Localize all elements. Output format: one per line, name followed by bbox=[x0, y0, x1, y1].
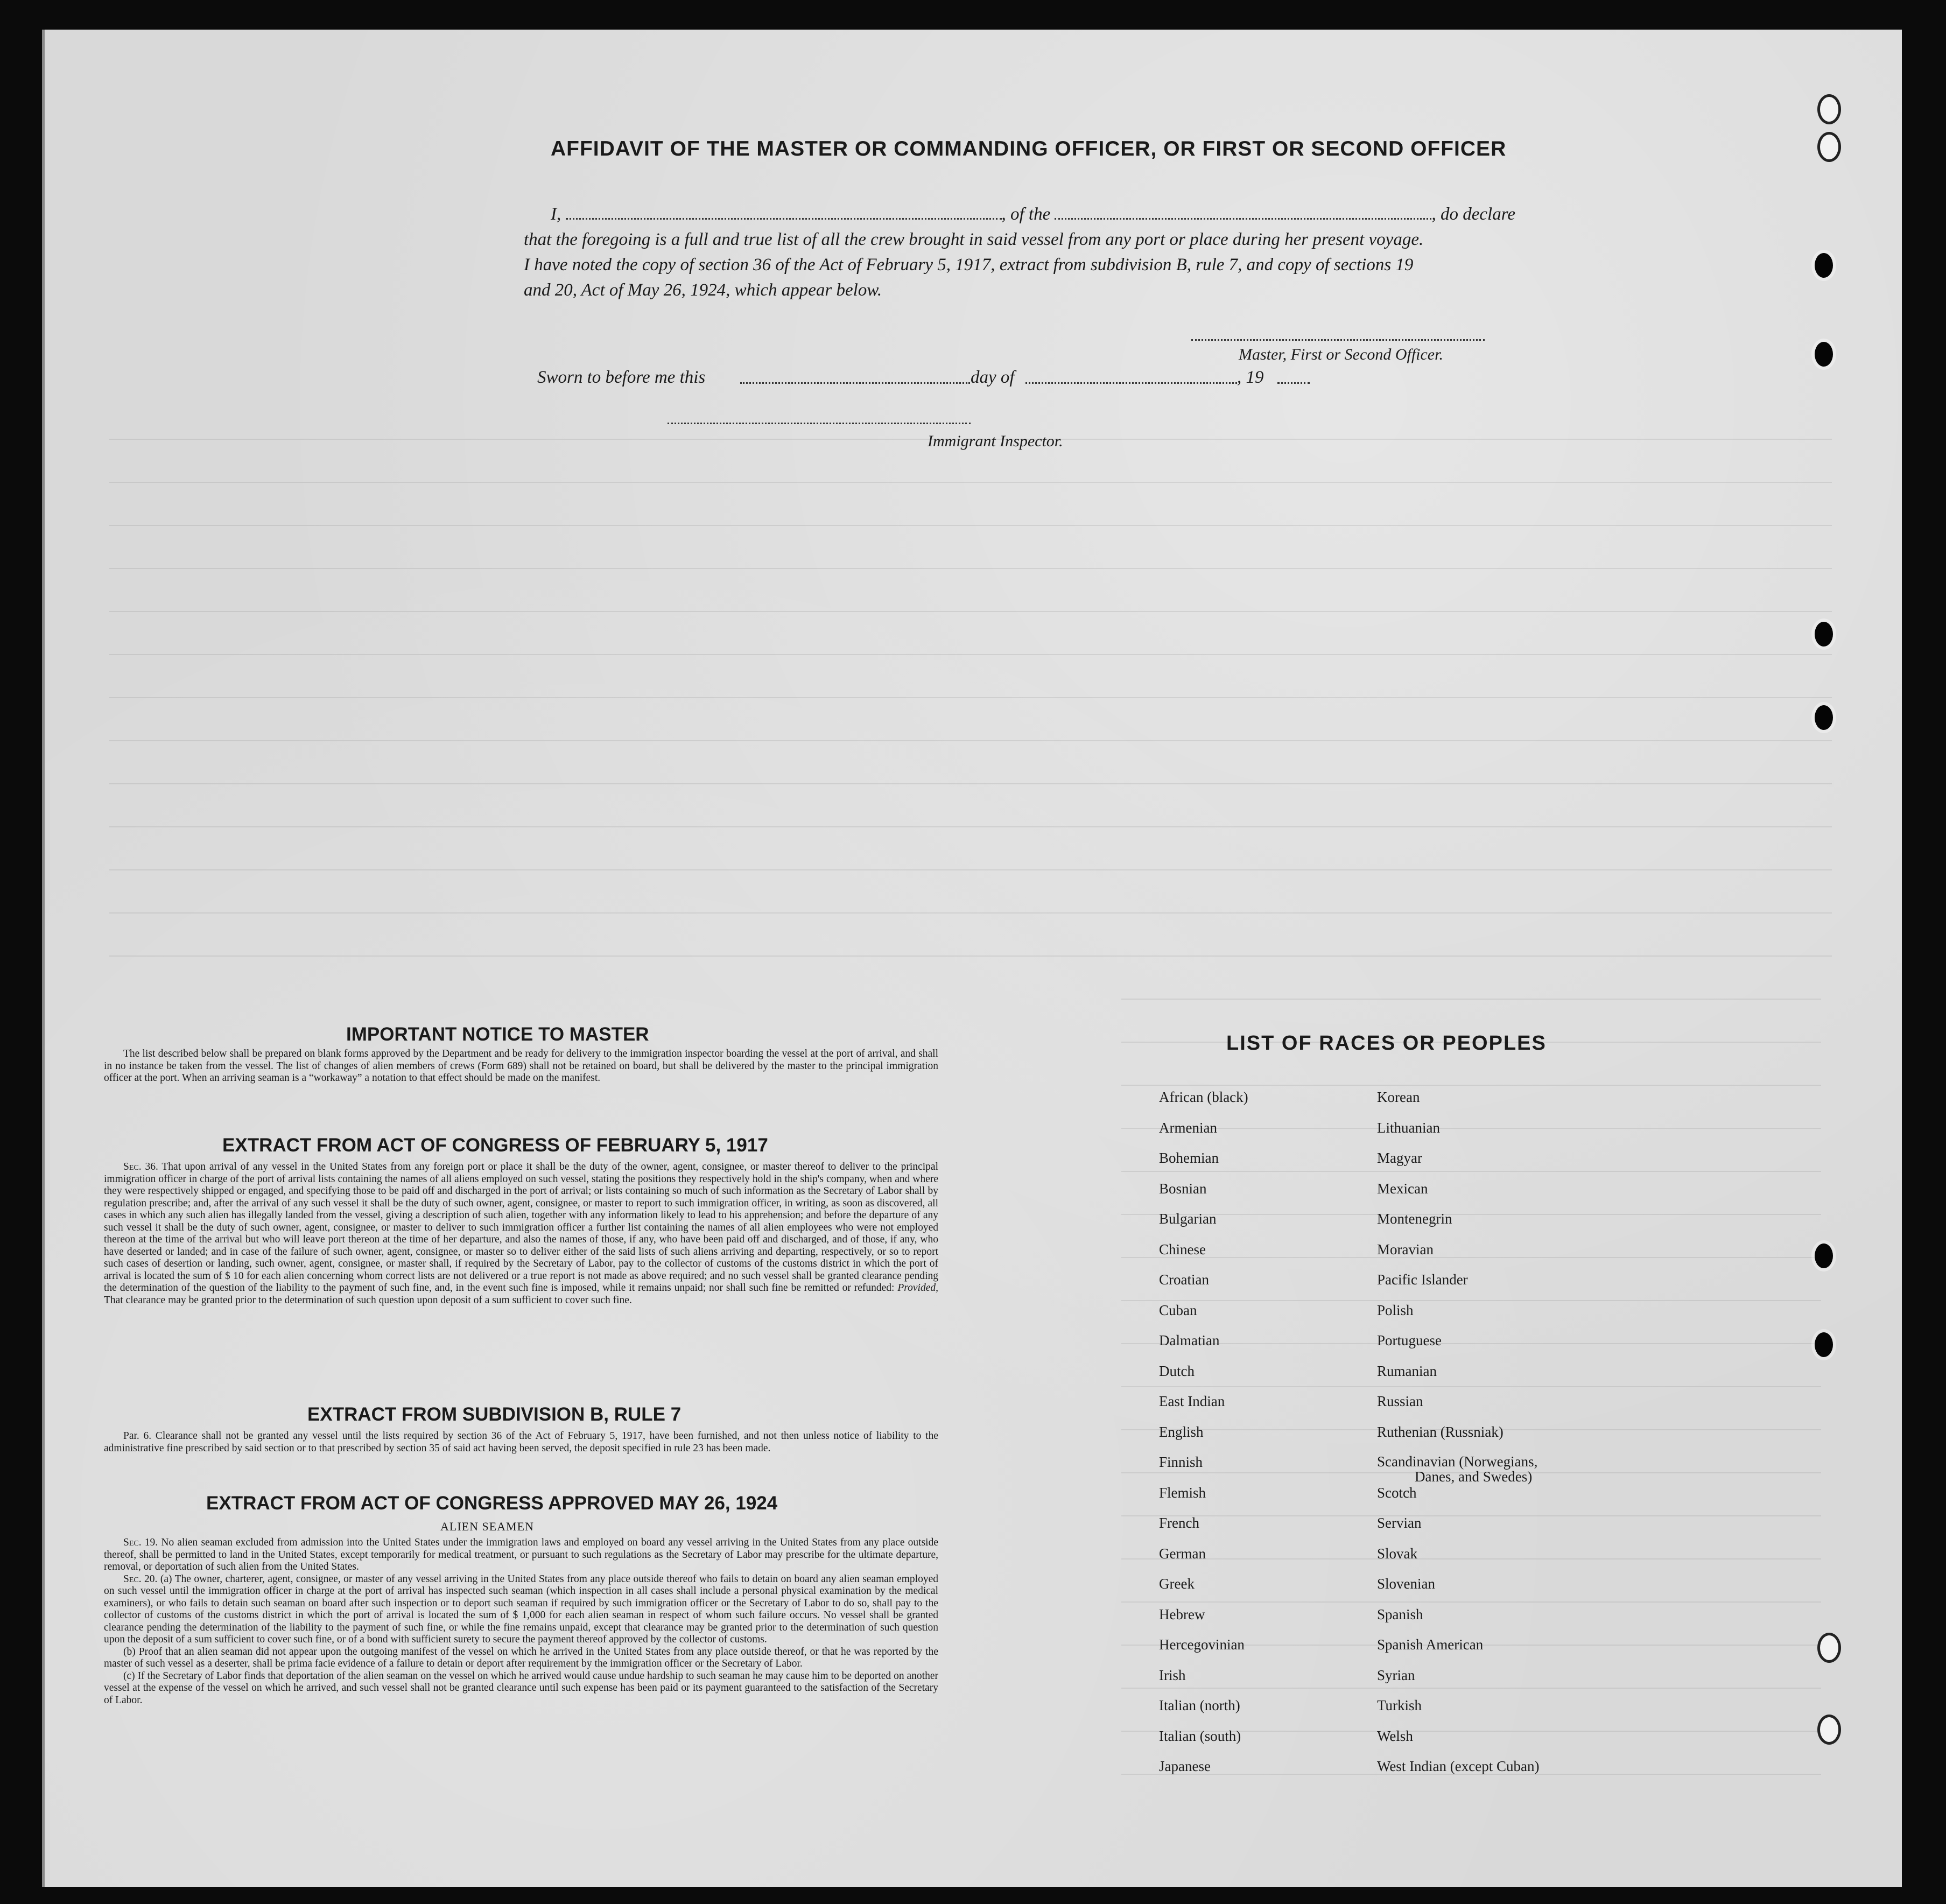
punch-hole-icon bbox=[1817, 1715, 1841, 1745]
race-item: Flemish bbox=[1159, 1484, 1206, 1501]
extract-1917-title: EXTRACT FROM ACT OF CONGRESS OF FEBRUARY 5, 1917 bbox=[222, 1135, 768, 1156]
punch-hole-icon bbox=[1817, 1633, 1841, 1663]
punch-hole-icon bbox=[1815, 1243, 1833, 1268]
proviso-text: That clearance may be granted prior to the determination of such question upon deposit of a sum sufficient to cover such fine. bbox=[104, 1294, 632, 1306]
race-item: Armenian bbox=[1159, 1119, 1217, 1136]
sec19-text: No alien seaman excluded from admission into the United States under the immigration laws and employed on board any vessel arriving in the United States from any place outside thereof, shall be permitted to land in the United States, except temporarily for medical treatment, or pursuant to such regulations as the Secretary of Labor may prescribe for the ultimate departure, removal, or deportation of such alien from the United States. bbox=[104, 1537, 938, 1572]
punch-hole-icon bbox=[1815, 622, 1833, 647]
affidavit-line-4: and 20, Act of May 26, 1924, which appear below. bbox=[524, 280, 882, 300]
affidavit-line-3: I have noted the copy of section 36 of the Act of February 5, 1917, extract from subdivision B, rule 7, and copy of sections 19 bbox=[524, 255, 1414, 275]
races-title: LIST OF RACES OR PEOPLES bbox=[1226, 1032, 1547, 1055]
sec20b-text: (b) Proof that an alien seaman did not appear upon the outgoing manifest of the vessel on which he arrived in the United States from any place outside thereof, or that he was reported by the master of such vessel as a deserter, shall be prima facie evidence of a failure to detain or deport after requirement by the immigration officer or the Secretary of Labor. bbox=[104, 1646, 938, 1669]
race-item: English bbox=[1159, 1423, 1204, 1440]
sec36-label: Sec. 36. bbox=[123, 1161, 158, 1172]
punch-hole-icon bbox=[1815, 342, 1833, 367]
race-item: Welsh bbox=[1377, 1727, 1413, 1744]
race-item: Bohemian bbox=[1159, 1150, 1219, 1166]
document-page bbox=[42, 30, 1902, 1887]
race-item-line: Danes, and Swedes) bbox=[1415, 1469, 1533, 1485]
master-signature-label: Master, First or Second Officer. bbox=[1239, 346, 1443, 363]
race-item: Cuban bbox=[1159, 1302, 1197, 1318]
notice-text: The list described below shall be prepared on blank forms approved by the Department and be ready for delivery to the immigration inspector boarding the vessel at the port of arrival, and shall in no instance be taken from the vessel. The list of changes of alien members of crews (Form 689) shall not be retained on board, but shall be delivered by the master to the principal immigration officer at the port. When an arriving seaman is a “workaway” a notation to that effect should be made on the manifest. bbox=[104, 1048, 938, 1084]
race-item: Dutch bbox=[1159, 1362, 1195, 1379]
race-item: Servian bbox=[1377, 1515, 1422, 1531]
affidavit-of-the: , of the bbox=[1001, 205, 1051, 224]
race-item: Syrian bbox=[1377, 1667, 1415, 1683]
extract-rule7-title: EXTRACT FROM SUBDIVISION B, RULE 7 bbox=[307, 1404, 682, 1425]
race-item: Polish bbox=[1377, 1302, 1414, 1318]
punch-hole-icon bbox=[1817, 132, 1841, 162]
race-item: Irish bbox=[1159, 1667, 1186, 1683]
punch-hole-icon bbox=[1815, 705, 1833, 730]
sec20c-text: (c) If the Secretary of Labor finds that deportation of the alien seaman on the vessel on which he arrived would cause undue hardship to such seaman he may cause him to be deported on another vessel at the expense of the vessel on which he arrived, and such vessel shall not be granted clearance until such expense has been paid or its payment guaranteed to the satisfaction of the Secretary of Labor. bbox=[104, 1670, 938, 1706]
race-item: Russian bbox=[1377, 1393, 1423, 1409]
affidavit-line-1 bbox=[524, 202, 1595, 227]
race-item: Moravian bbox=[1377, 1241, 1434, 1257]
affidavit-line-2: that the foregoing is a full and true list of all the crew brought in said vessel from any port or place during her present voyage. bbox=[524, 230, 1424, 249]
race-item: Slovak bbox=[1377, 1545, 1418, 1562]
rule7-text: Par. 6. Clearance shall not be granted any vessel until the lists required by section 36 of the Act of February 5, 1917, have been furnished, and not then unless notice of liability to the administrative fine prescribed by said section or to that prescribed by section 35 of said act having been served, the deposit specified in rule 23 has been made. bbox=[104, 1430, 938, 1454]
race-item: Hebrew bbox=[1159, 1606, 1205, 1622]
race-item: Mexican bbox=[1377, 1180, 1428, 1197]
sec19-label: Sec. 19. bbox=[123, 1537, 158, 1548]
race-item: Croatian bbox=[1159, 1271, 1209, 1288]
race-item: African (black) bbox=[1159, 1089, 1248, 1105]
race-item: Dalmatian bbox=[1159, 1332, 1220, 1348]
notice-body bbox=[104, 1048, 938, 1085]
race-item: East Indian bbox=[1159, 1393, 1225, 1409]
race-item-line: Scandinavian (Norwegians, bbox=[1377, 1453, 1538, 1470]
affidavit-title: AFFIDAVIT OF THE MASTER OR COMMANDING OFFICER, OR FIRST OR SECOND OFFICER bbox=[551, 137, 1507, 160]
sec36-text: That upon arrival of any vessel in the United States from any foreign port or place it shall be the duty of the owner, agent, consignee, or master thereof to deliver to the principal immigration officer in charge of the port of arrival lists containing the names of all aliens employed on such vessel, stating the positions they respectively hold in the ship's company, when and where they were respectively shipped or engaged, and specifying those to be paid off and discharged in the port of arrival; or lists containing so much of such information as the Secretary of Labor shall by regulation prescribe; and, after the arrival of any such vessel it shall be the duty of such owner, agent, consignee, or master to report to such immigration officer, in writing, as soon as discovered, all cases in which any such alien has illegally landed from the vessel, giving a description of such alien, together with any information likely to lead to his apprehension; and before the departure of any such vessel it shall be the duty of such owner, agent, consignee, or master to deliver to such immigration officer a further list containing the names of all alien employees who were not employed thereon at the time of the arrival but who will leave port thereon at the time of her departure, and also the names of those, if any, who have been paid off and discharged, and of those, if any, who have deserted or landed; and in case of the failure of such owner, agent, consignee, or master so to deliver either of the said lists of such aliens arriving and departing, respectively, or so to report such cases of desertion or landing, such owner, agent, consignee, or master shall, if required by the Secretary of Labor, pay to the collector of customs of the customs district in which the port of arrival is located the sum of $ 10 for each alien concerning whom correct lists are not delivered or a true report is not made as above required; and no such vessel shall be granted clearance pending the determination of the question of the liability to the payment of such fine, and, in the event such fine is imposed, while it remains unpaid; nor shall such fine be remitted or refunded: bbox=[104, 1161, 938, 1294]
race-item: Chinese bbox=[1159, 1241, 1206, 1257]
race-item: Hercegovinian bbox=[1159, 1636, 1245, 1653]
race-item: Bulgarian bbox=[1159, 1211, 1217, 1227]
race-item: French bbox=[1159, 1515, 1199, 1531]
race-item: Ruthenian (Russniak) bbox=[1377, 1423, 1504, 1440]
alien-seamen-subtitle: ALIEN SEAMEN bbox=[440, 1520, 534, 1533]
officer-name-field[interactable] bbox=[566, 203, 1002, 220]
race-item: Portuguese bbox=[1377, 1332, 1442, 1348]
race-item: Italian (north) bbox=[1159, 1697, 1240, 1713]
master-signature-field[interactable] bbox=[1191, 339, 1485, 341]
races-left-column bbox=[1159, 1089, 1248, 1789]
race-item: Turkish bbox=[1377, 1697, 1422, 1713]
race-item: Italian (south) bbox=[1159, 1727, 1241, 1744]
punch-hole-icon bbox=[1817, 94, 1841, 124]
inspector-label: Immigrant Inspector. bbox=[928, 432, 1063, 450]
punch-hole-icon bbox=[1815, 253, 1833, 278]
race-item: Montenegrin bbox=[1377, 1211, 1452, 1227]
sworn-year-field[interactable] bbox=[1277, 382, 1310, 384]
sworn-label: Sworn to before me this bbox=[537, 368, 706, 387]
race-item: Lithuanian bbox=[1377, 1119, 1440, 1136]
extract-rule7-body bbox=[104, 1430, 938, 1455]
affidavit-i: I, bbox=[551, 205, 561, 224]
race-item: Finnish bbox=[1159, 1454, 1203, 1470]
notice-title: IMPORTANT NOTICE TO MASTER bbox=[346, 1024, 649, 1045]
vessel-name-field[interactable] bbox=[1055, 203, 1431, 220]
race-item bbox=[1377, 1454, 1539, 1485]
race-item: Scotch bbox=[1377, 1484, 1417, 1501]
race-item: Greek bbox=[1159, 1576, 1195, 1592]
race-item: Spanish bbox=[1377, 1606, 1423, 1622]
sec20-label: Sec. 20. bbox=[123, 1573, 158, 1585]
extract-1924-body bbox=[104, 1537, 938, 1706]
race-item: Pacific Islander bbox=[1377, 1271, 1468, 1288]
inspector-signature-field[interactable] bbox=[668, 423, 971, 424]
affidavit-declare: , do declare bbox=[1431, 205, 1515, 224]
race-item: West Indian (except Cuban) bbox=[1377, 1758, 1540, 1774]
extract-1924-title: EXTRACT FROM ACT OF CONGRESS APPROVED MAY 26, 1924 bbox=[206, 1493, 778, 1514]
sworn-month-field[interactable] bbox=[1025, 382, 1237, 384]
sworn-day-field[interactable] bbox=[740, 382, 970, 384]
race-item: Korean bbox=[1377, 1089, 1420, 1105]
races-right-column bbox=[1377, 1089, 1539, 1789]
race-item: Spanish American bbox=[1377, 1636, 1484, 1653]
race-item: Slovenian bbox=[1377, 1576, 1435, 1592]
punch-hole-icon bbox=[1815, 1332, 1833, 1357]
affidavit-body bbox=[524, 202, 1595, 303]
race-item: Japanese bbox=[1159, 1758, 1211, 1774]
proviso-label: Provided, bbox=[897, 1282, 938, 1294]
sworn-day-of-label: day of bbox=[971, 368, 1015, 387]
race-item: Rumanian bbox=[1377, 1362, 1437, 1379]
race-item: German bbox=[1159, 1545, 1206, 1562]
extract-1917-body bbox=[104, 1161, 938, 1306]
sworn-year-label: , 19 bbox=[1237, 368, 1264, 387]
sec20a-text: (a) The owner, charterer, agent, consignee, or master of any vessel arriving in the United States from any place outside thereof who fails to detain on board any alien seaman employed on such vessel until the immigration officer in charge at the port of arrival has inspected such seaman (which inspection in all cases shall include a personal physical examination by the medical examiners), or who fails to detain such seaman on board after such inspection or to deport such seaman if required by such immigration officer or the Secretary of Labor to do so, shall pay to the collector of customs of the customs district in which the port of arrival is located the sum of $ 1,000 for each alien seaman in respect of whom such failure occurs. No vessel shall be granted clearance pending the determination of the liability to the payment of such fine, or while the fine remains unpaid, except that clearance may be granted prior to the determination of such question upon the deposit of a sum sufficient to cover such fine, or of a bond with sufficient surety to secure the payment thereof approved by the collector of customs. bbox=[104, 1573, 938, 1645]
race-item: Bosnian bbox=[1159, 1180, 1207, 1197]
race-item: Magyar bbox=[1377, 1150, 1422, 1166]
